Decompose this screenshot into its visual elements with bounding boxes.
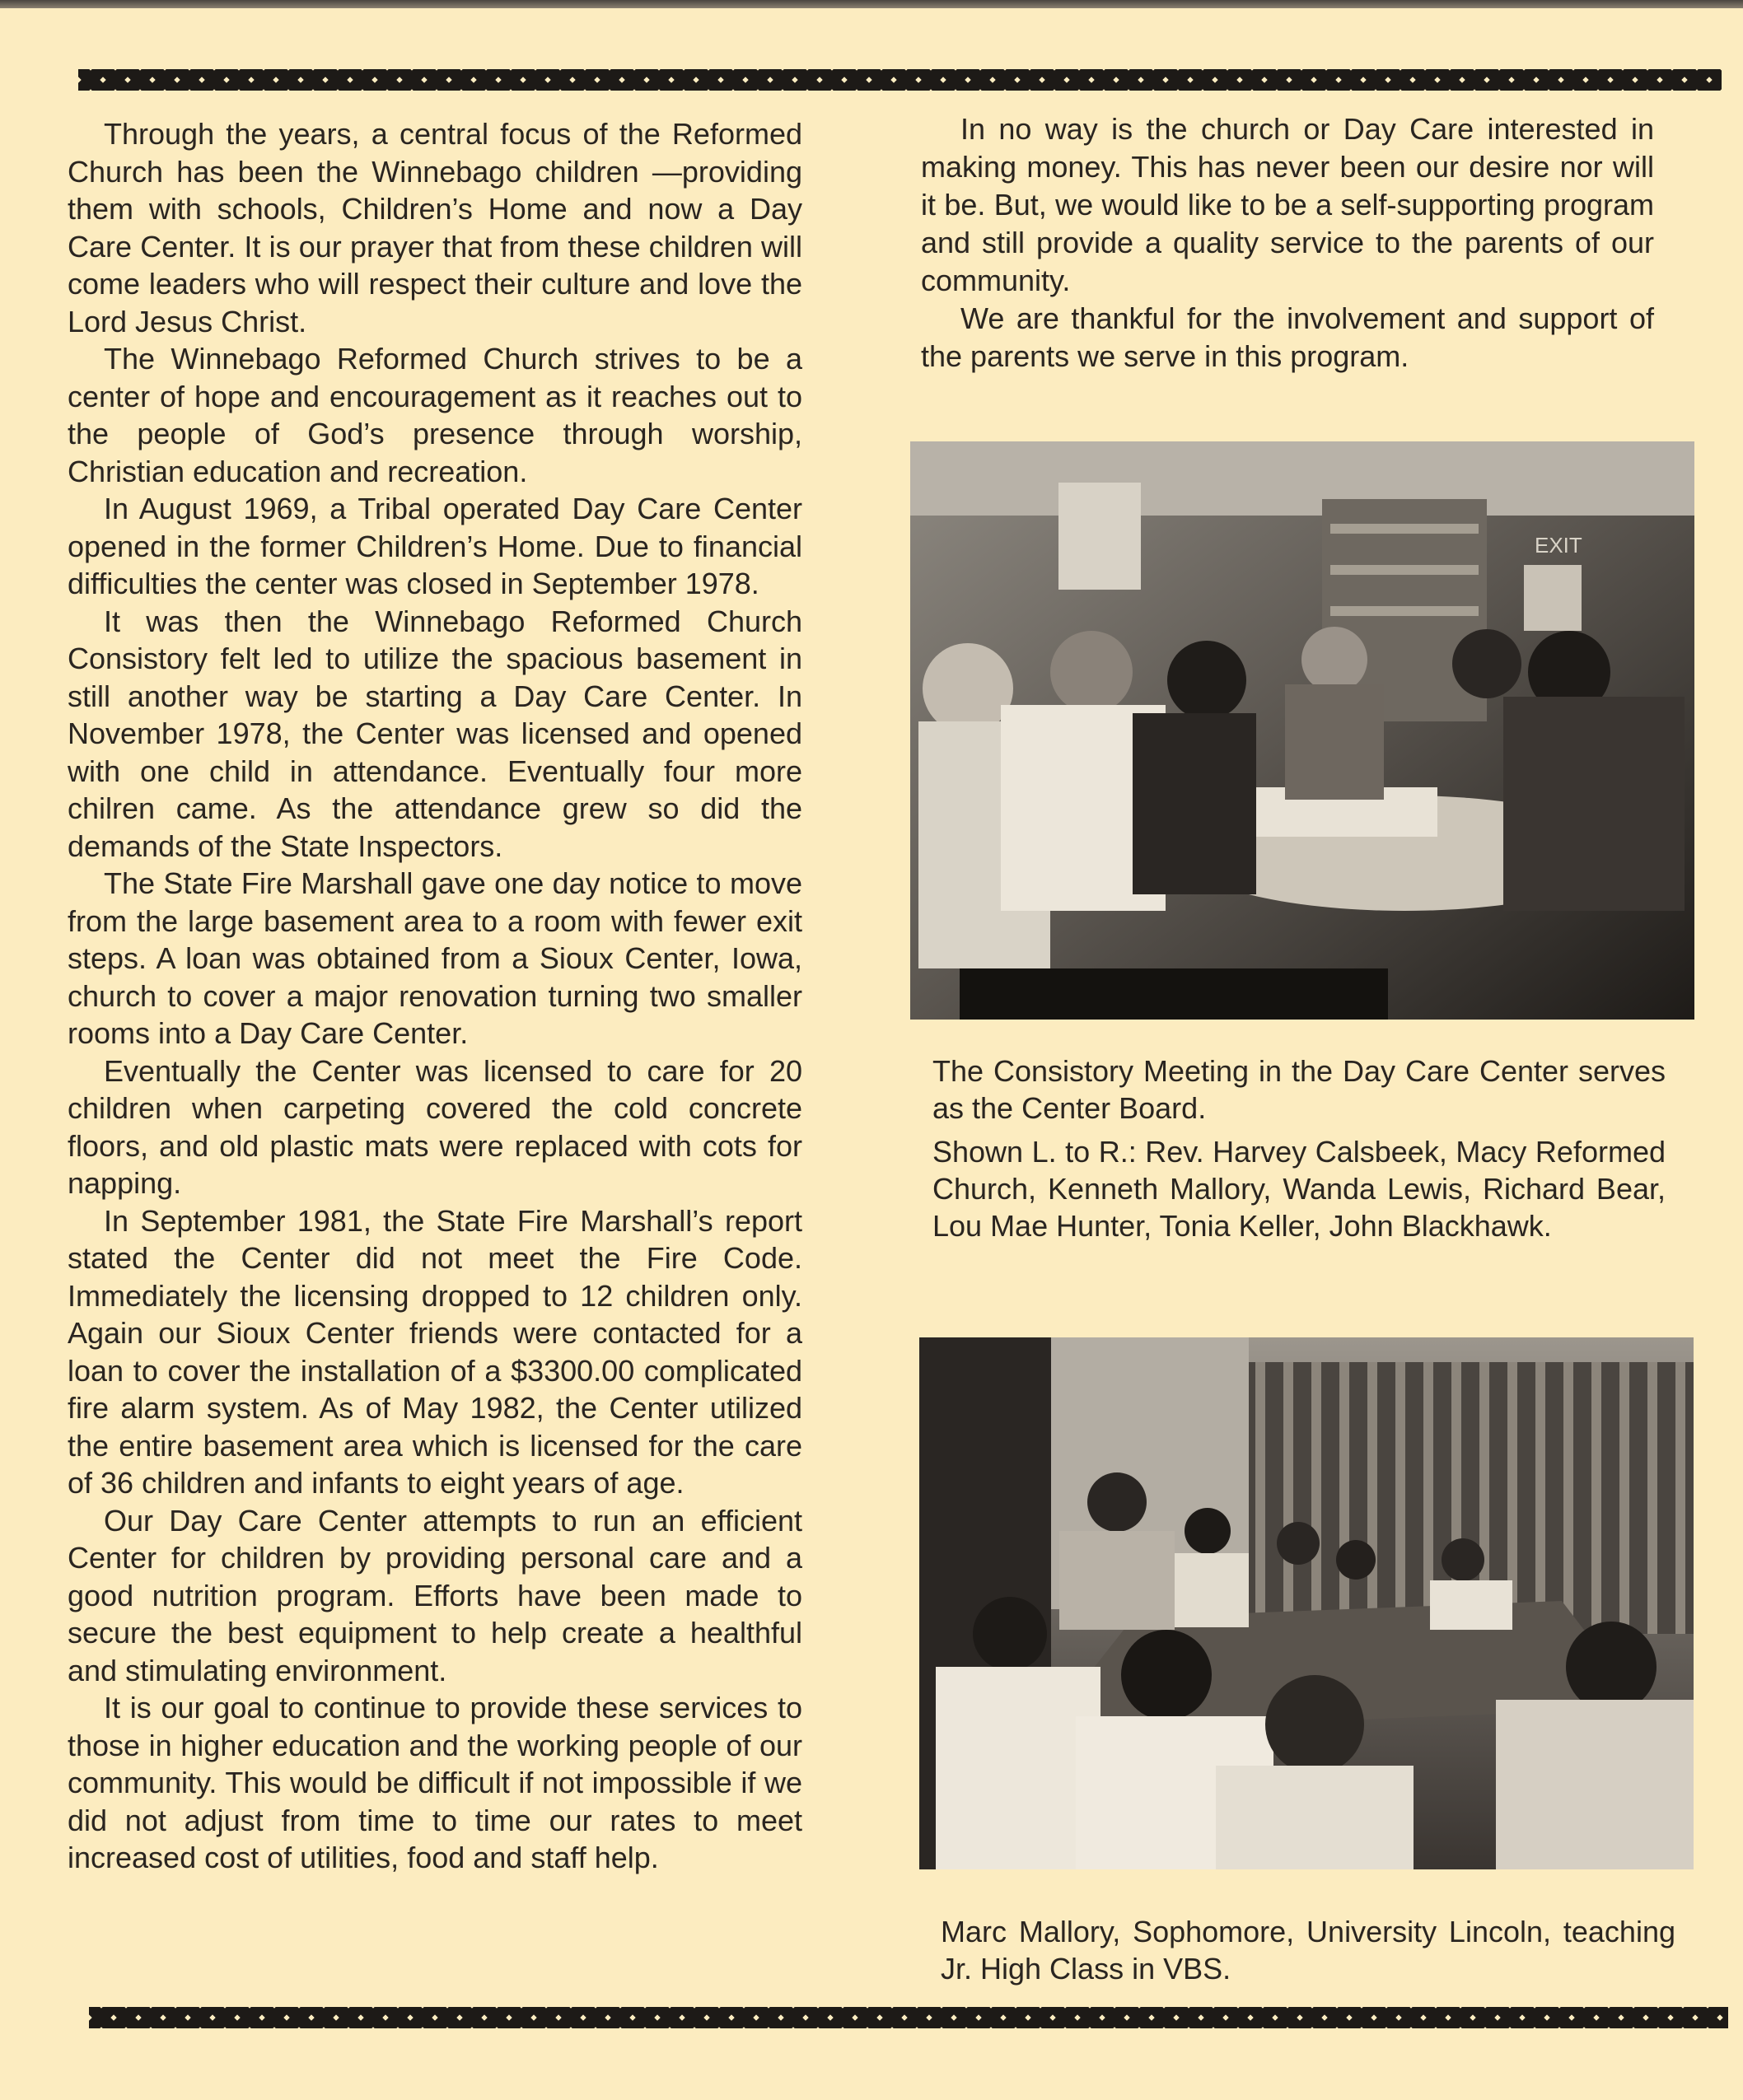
paragraph: It is our goal to continue to provide these services to those in higher education and the working people of our community. This would be difficult if not impossible if we did not adjust from time to time our rates to meet increased cost of utilities, food and staff help. (68, 1691, 802, 1874)
paragraph: We are thankful for the involvement and support of the parents we serve in this program. (921, 301, 1654, 373)
paragraph: Our Day Care Center attempts to run an efficient Center for children by providing personal care and a good nutrition program. Efforts have been made to secure the best equipment to help create a healthful and stimulating environment. (68, 1503, 802, 1687)
paragraph: In August 1969, a Tribal operated Day Care Center opened in the former Children’s Home. Due to financial difficulties the center was closed in September 1978. (68, 492, 802, 600)
diamond-border-bottom (89, 2007, 1728, 2028)
caption-line: Marc Mallory, Sophomore, University Lincoln, teaching Jr. High Class in VBS. (941, 1915, 1675, 1986)
paragraph: It was then the Winnebago Reformed Church Consistory felt led to utilize the spacious basement in still another way be starting a Day Care Center. In November 1978, the Center was licensed and opened with one child in attendance. Eventually four more chilren came. As the attendance grew so did the demands of the State Inspectors. (68, 604, 802, 863)
paragraph: In no way is the church or Day Care interested in making money. This has never been our desire nor will it be. But, we would like to be a self-supporting program and still provide a quality service to the parents of our community. (921, 112, 1654, 297)
left-column-article (68, 115, 802, 1877)
caption-line: Shown L. to R.: Rev. Harvey Calsbeek, Macy Reformed Church, Kenneth Mallory, Wanda Lewis, Richard Bear, Lou Mae Hunter, Tonia Keller, John Blackhawk. (932, 1135, 1666, 1243)
top-edge-rule (0, 0, 1743, 8)
vbs-class-photo (919, 1337, 1694, 1869)
right-column-article (921, 110, 1654, 376)
paragraph: Through the years, a central focus of the Reformed Church has been the Winnebago children —providing them with schools, Children’s Home and now a Day Care Center. It is our prayer that from these children will come leaders who will respect their culture and love the Lord Jesus Christ. (68, 117, 802, 338)
diamond-border-top (78, 69, 1722, 91)
exit-sign: EXIT (1535, 533, 1582, 558)
paragraph: The Winnebago Reformed Church strives to be a center of hope and encouragement as it reaches out to the people of God’s presence through worship, Christian education and recreation. (68, 342, 802, 488)
paragraph: In September 1981, the State Fire Marshall’s report stated the Center did not meet the Fire Code. Immediately the licensing dropped to 12 children only. Again our Sioux Center friends were contacted for a loan to cover the installation of a $3300.00 complicated fire alarm system. As of May 1982, the Center utilized the entire basement area which is licensed for the care of 36 children and infants to eight years of age. (68, 1203, 802, 1500)
consistory-photo-caption (932, 1052, 1666, 1244)
vbs-photo-caption (941, 1913, 1675, 1987)
paragraph: Eventually the Center was licensed to care for 20 children when carpeting covered the cold concrete floors, and old plastic mats were replaced with cots for napping. (68, 1053, 802, 1200)
caption-line: The Consistory Meeting in the Day Care Center serves as the Center Board. (932, 1054, 1666, 1125)
consistory-meeting-photo (910, 441, 1694, 1020)
paragraph: The State Fire Marshall gave one day notice to move from the large basement area to a room with fewer exit steps. A loan was obtained from a Sioux Center, Iowa, church to cover a major renovation turning two smaller rooms into a Day Care Center. (68, 866, 802, 1050)
